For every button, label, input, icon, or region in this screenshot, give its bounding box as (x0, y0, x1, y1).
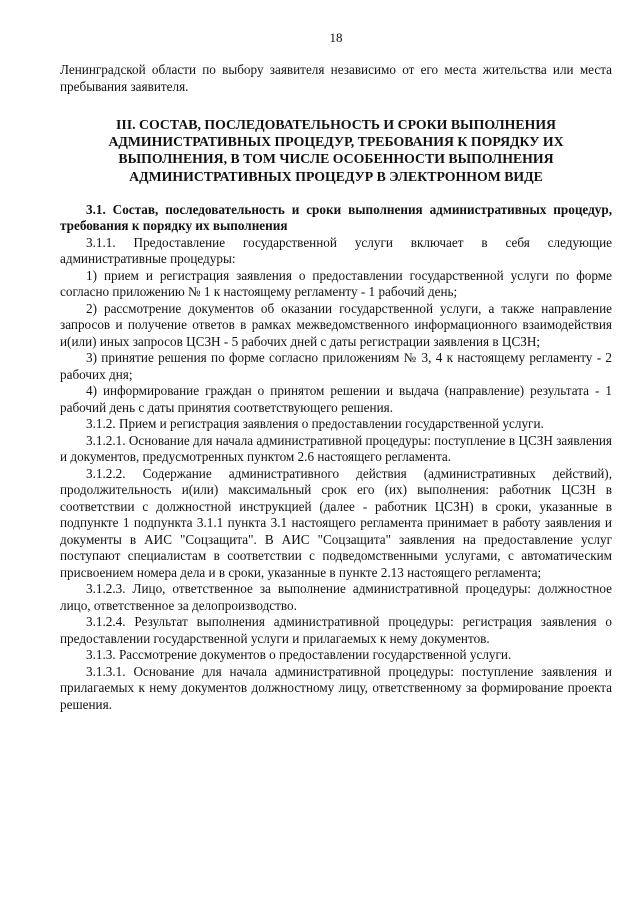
paragraph-3-1-3: 3.1.3. Рассмотрение документов о предоставлении государственной услуги. (86, 647, 512, 663)
paragraph-3-1-3-1: 3.1.3.1. Основание для начала административной процедуры: поступление заявления и прилагаемых к нему документов должностному лицу, ответственному за формирование проекта решения. (60, 663, 612, 712)
paragraph-3-1-2-3: 3.1.2.3. Лицо, ответственное за выполнение административной процедуры: должностное лицо, ответственное за делопроизводство. (60, 581, 612, 613)
list-item-4: 4) информирование граждан о принятом решении и выдача (направление) результата - 1 рабочий день с даты принятия соответствующего решения. (60, 383, 612, 415)
list-item-3: 3) принятие решения по форме согласно приложениям № 3, 4 к настоящему регламенту - 2 рабочих дня; (60, 350, 612, 382)
intro-paragraph: Ленинградской области по выбору заявителя независимо от его места жительства или места пребывания заявителя. (60, 62, 612, 94)
section-title: III. СОСТАВ, ПОСЛЕДОВАТЕЛЬНОСТЬ И СРОКИ ВЫПОЛНЕНИЯ АДМИНИСТРАТИВНЫХ ПРОЦЕДУР, ТРЕБОВАНИЯ К ПОРЯДКУ ИХ ВЫПОЛНЕНИЯ, В ТОМ ЧИСЛЕ ОСОБЕННОСТИ ВЫПОЛНЕНИЯ АДМИНИСТРАТИВНЫХ ПРОЦЕДУР В ЭЛЕКТРОННОМ ВИДЕ (108, 117, 564, 184)
paragraph-3-1-2-1: 3.1.2.1. Основание для начала административной процедуры: поступление в ЦСЗН заявления и документов, предусмотренных пунктом 2.6 настоящего регламента. (60, 432, 612, 465)
subsection-title: 3.1. Состав, последовательность и сроки выполнения административных процедур, требования к порядку их выполнения (60, 201, 612, 234)
paragraph-3-1-1: 3.1.1. Предоставление государственной услуги включает в себя следующие административные процедуры: (60, 234, 612, 267)
document-page (60, 30, 612, 713)
page-number: 18 (329, 30, 343, 45)
paragraph-3-1-2-4: 3.1.2.4. Результат выполнения административной процедуры: регистрация заявления о предоставлении государственной услуги и прилагаемых к нему документов. (60, 614, 612, 646)
list-item-2: 2) рассмотрение документов об оказании государственной услуги, а также направление запросов и получение ответов в рамках межведомственного информационного взаимодействия и(или) иных запросов ЦСЗН - 5 рабочих дней с даты регистрации заявления в ЦСЗН; (60, 300, 612, 349)
paragraph-3-1-2: 3.1.2. Прием и регистрация заявления о предоставлении государственной услуги. (86, 416, 544, 432)
list-item-1: 1) прием и регистрация заявления о предоставлении государственной услуги по форме согласно приложению № 1 к настоящему регламенту - 1 рабочий день; (60, 267, 612, 300)
paragraph-3-1-2-2: 3.1.2.2. Содержание административного действия (административных действий), продолжительность и(или) максимальный срок его (их) выполнения: работник ЦСЗН в соответствии с должностной инструкцией (далее - работник ЦСЗН) в сроки, указанные в подпункте 1 подпункта 3.1.1 пункта 3.1 настоящего регламента принимает в работу заявления и документы в АИС "Соцзащита". В АИС "Соцзащита" заявления на предоставление услуг поступают специалистам в соответствии с подведомственными услугами, с автоматическим присвоением номера дела и в сроки, указанные в пункте 2.13 настоящего регламента; (60, 465, 612, 580)
